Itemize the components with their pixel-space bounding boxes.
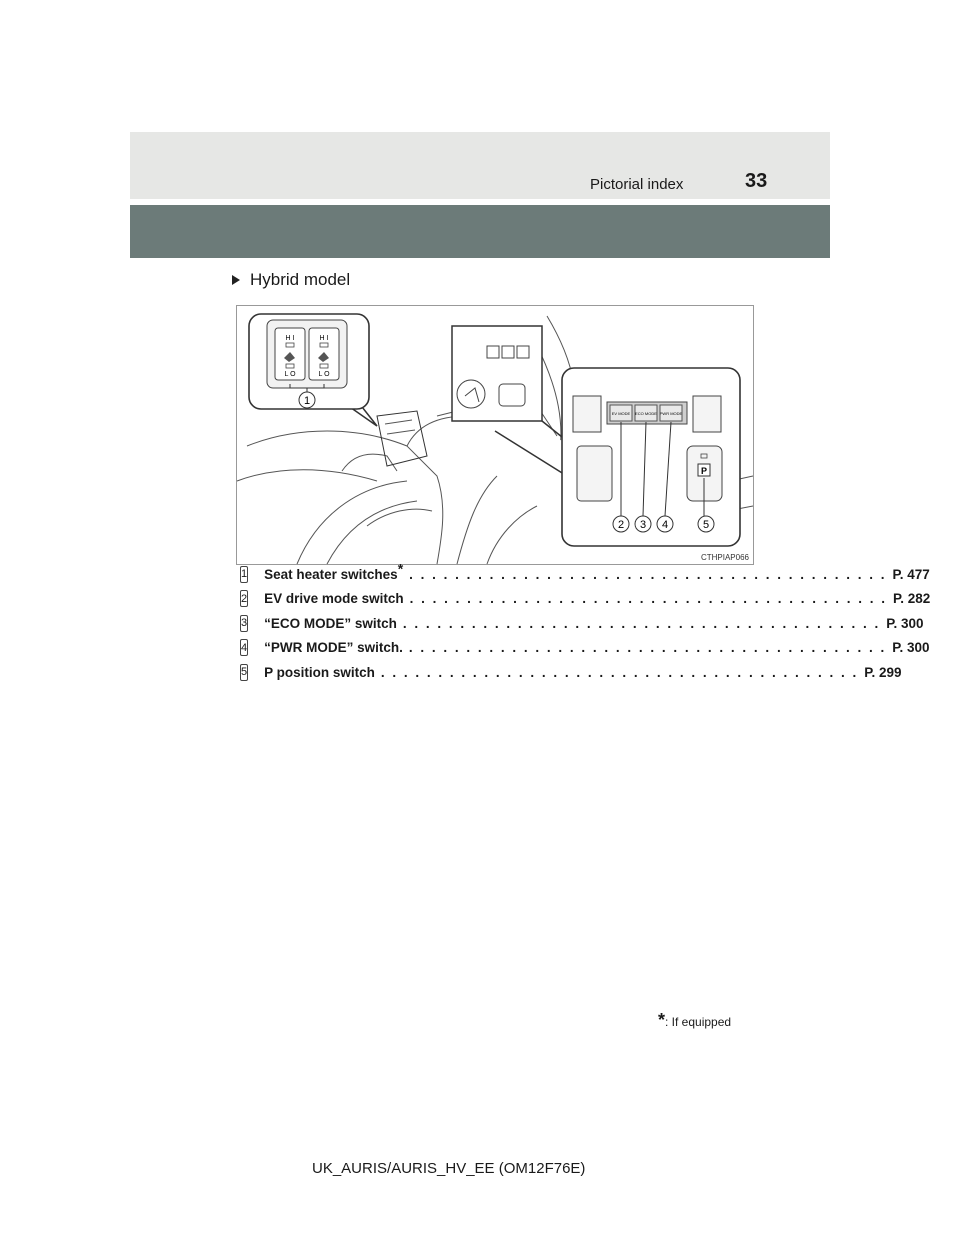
subheading-text: Hybrid model	[250, 270, 351, 289]
footnote-star: *	[658, 1010, 666, 1030]
item-number: 2	[240, 590, 248, 607]
leader-dots: . . . . . . . . . . . . . . . . . . . . . . . . . . . . . . . . . . . . . . . . . .	[380, 664, 859, 680]
console-illustration	[236, 305, 754, 565]
page-reference[interactable]: P. 477	[892, 566, 930, 582]
list-item	[240, 611, 924, 636]
page-reference[interactable]: P. 299	[864, 664, 902, 680]
item-label[interactable]: “PWR MODE” switch.	[264, 640, 403, 656]
lo-label-right: L O	[318, 371, 330, 378]
hi-label-left: H I	[285, 335, 295, 342]
page-reference[interactable]: P. 282	[892, 591, 931, 607]
leader-dots: . . . . . . . . . . . . . . . . . . . . . . . . . . . . . . . . . . . . . . . . . .	[408, 640, 887, 656]
leader-dots: . . . . . . . . . . . . . . . . . . . . . . . . . . . . . . . . . . . . . . . . . .	[409, 591, 887, 607]
section-title: Pictorial index	[590, 176, 684, 193]
header-dark-band	[130, 205, 830, 258]
ev-mode-label: EV MODE	[611, 411, 631, 416]
pwr-mode-label: PWR MODE	[659, 411, 683, 416]
callout-4: 4	[661, 519, 669, 531]
list-item	[240, 587, 931, 612]
item-label[interactable]: Seat heater switches*	[264, 560, 404, 582]
item-number: 1	[240, 566, 248, 583]
eco-mode-label: ECO MODE	[635, 411, 657, 416]
lo-label-left: L O	[284, 371, 296, 378]
page-reference[interactable]: P. 300	[886, 615, 924, 631]
list-item	[240, 636, 930, 661]
leader-dots: . . . . . . . . . . . . . . . . . . . . . . . . . . . . . . . . . . . . . . . . . .	[409, 566, 887, 582]
item-number: 5	[240, 664, 248, 681]
header-band	[130, 132, 830, 199]
callout-1: 1	[303, 395, 311, 407]
index-list	[240, 560, 931, 685]
figure-code: CTHPIAP066	[700, 553, 749, 562]
leader-dots: . . . . . . . . . . . . . . . . . . . . . . . . . . . . . . . . . . . . . . . . . .	[402, 615, 881, 631]
item-label[interactable]: P position switch	[264, 664, 375, 680]
triangle-bullet-icon	[232, 275, 240, 285]
list-item	[240, 660, 902, 685]
illustration-svg	[237, 306, 753, 564]
footnote	[658, 1010, 731, 1031]
p-switch-label: P	[700, 466, 708, 476]
subheading	[232, 270, 350, 290]
manual-code: UK_AURIS/AURIS_HV_EE (OM12F76E)	[312, 1160, 586, 1177]
item-number: 4	[240, 639, 248, 656]
callout-3: 3	[639, 519, 647, 531]
footnote-text: : If equipped	[665, 1015, 732, 1029]
page-reference[interactable]: P. 300	[892, 640, 930, 656]
callout-5: 5	[702, 519, 710, 531]
item-label[interactable]: EV drive mode switch	[264, 591, 404, 607]
equipped-star: *	[397, 560, 404, 577]
page-number: 33	[745, 170, 768, 192]
hi-label-right: H I	[319, 335, 329, 342]
list-item	[240, 560, 930, 587]
callout-2: 2	[617, 519, 625, 531]
item-number: 3	[240, 615, 248, 632]
item-label[interactable]: “ECO MODE” switch	[264, 615, 397, 631]
